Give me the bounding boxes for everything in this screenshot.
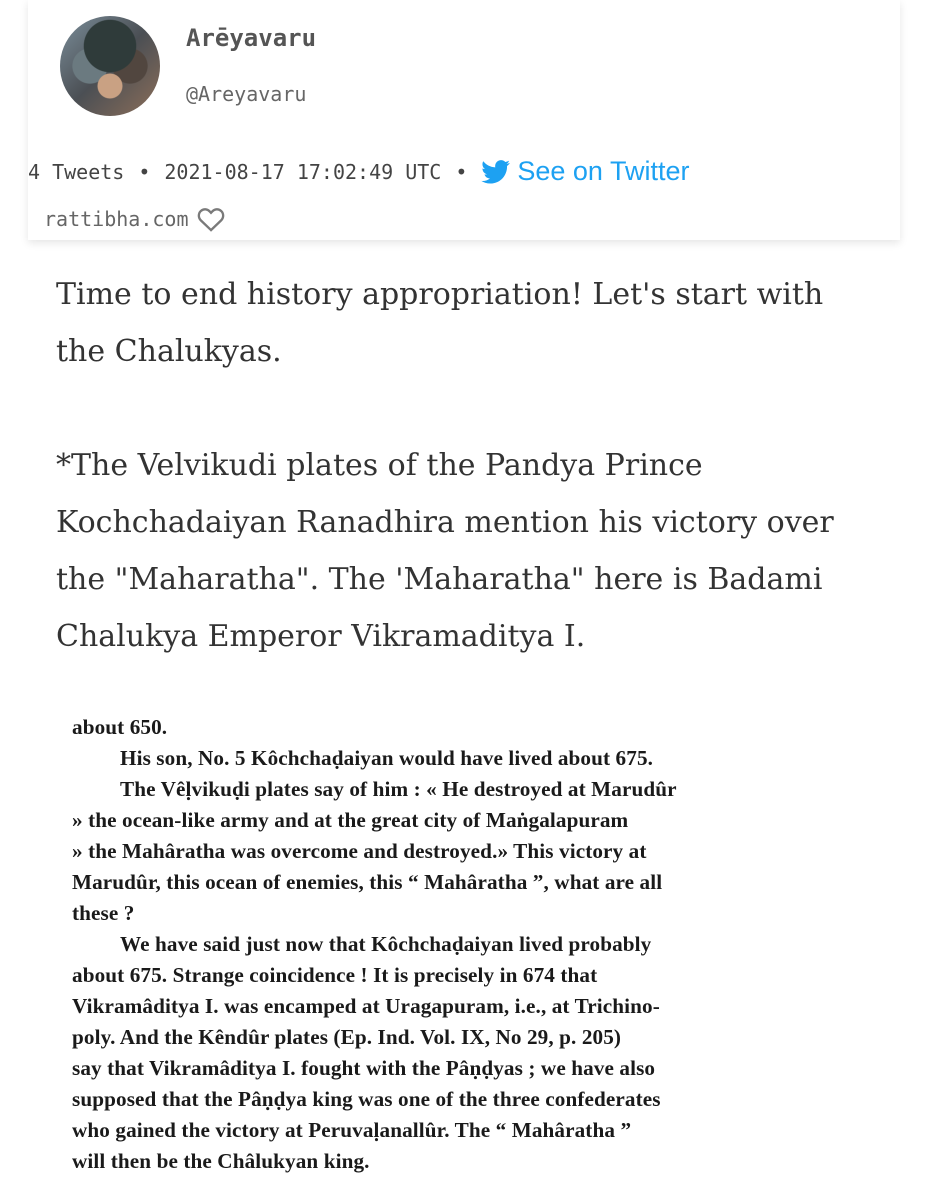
tweet-paragraph: *The Velvikudi plates of the Pandya Prince Kochchadaiyan Ranadhira mention his victory over the "Maharatha". The 'Maharatha" here is Badami Chalukya Emperor Vikramaditya I. xyxy=(56,448,834,654)
scanned-book-page-image[interactable] xyxy=(72,715,832,1200)
scan-line: will then be the Châlukyan king. xyxy=(72,1149,370,1173)
scan-line: Marudûr, this ocean of enemies, this “ Mahâratha ”, what are all xyxy=(72,870,663,894)
author-name[interactable]: Arēyavaru xyxy=(186,24,317,52)
scan-line: » the ocean-like army and at the great city of Maṅgalapuram xyxy=(72,808,629,832)
separator-dot: • xyxy=(455,159,468,184)
separator-dot: • xyxy=(138,159,151,184)
tweet-body xyxy=(56,266,876,722)
see-on-twitter-link[interactable] xyxy=(481,156,689,187)
heart-icon[interactable] xyxy=(197,206,225,232)
scan-line: We have said just now that Kôchchaḍaiyan lived probably xyxy=(120,932,652,956)
twitter-bird-icon xyxy=(481,160,511,184)
site-footer xyxy=(44,206,225,232)
scan-line: Vikramâditya I. was encamped at Uragapuram, i.e., at Trichino- xyxy=(72,994,660,1018)
scan-line: about 675. Strange coincidence ! It is precisely in 674 that xyxy=(72,963,598,987)
tweet-count: 4 Tweets xyxy=(28,159,125,184)
tweet-paragraph: Time to end history appropriation! Let's start with the Chalukyas. xyxy=(56,277,824,369)
scan-line: about 650. xyxy=(72,715,168,739)
scan-line: His son, No. 5 Kôchchaḍaiyan would have lived about 675. xyxy=(120,746,654,770)
avatar[interactable] xyxy=(60,16,160,116)
scan-line: » the Mahâratha was overcome and destroyed.» This victory at xyxy=(72,839,647,863)
scan-line: supposed that the Pâṇḍya king was one of the three confederates xyxy=(72,1087,661,1111)
scan-line: The Vêḷvikuḍi plates say of him : « He destroyed at Marudûr xyxy=(120,777,677,801)
scan-line: poly. And the Kêndûr plates (Ep. Ind. Vol. IX, No 29, p. 205) xyxy=(72,1025,622,1049)
scan-line: these ? xyxy=(72,901,135,925)
tweet-header-card xyxy=(28,0,900,240)
scan-line: say that Vikramâditya I. fought with the Pâṇḍyas ; we have also xyxy=(72,1056,656,1080)
site-link[interactable]: rattibha.com xyxy=(44,207,189,231)
thread-meta xyxy=(28,156,689,187)
author-handle[interactable]: @Areyavaru xyxy=(186,82,307,106)
timestamp: 2021-08-17 17:02:49 UTC xyxy=(164,159,442,184)
see-on-twitter-label: See on Twitter xyxy=(517,156,690,186)
scan-line: who gained the victory at Peruvaḷanallûr. The “ Mahâratha ” xyxy=(72,1118,632,1142)
